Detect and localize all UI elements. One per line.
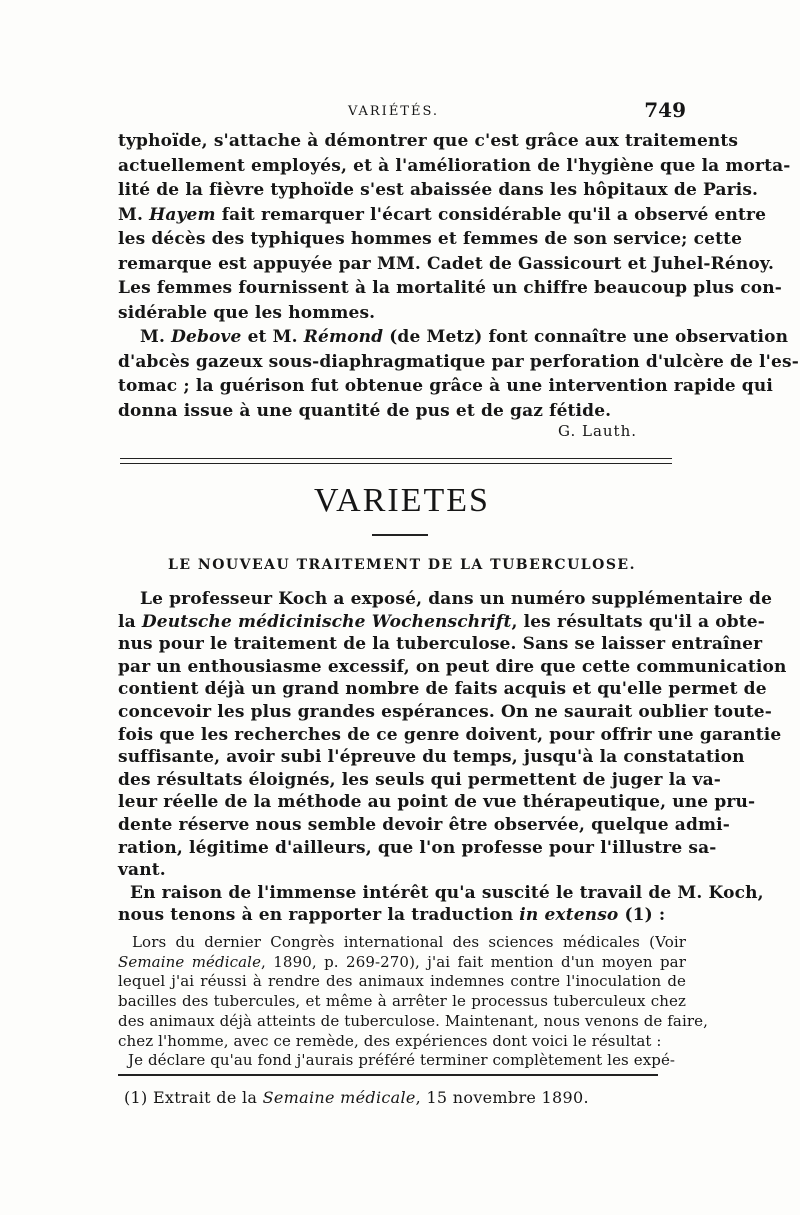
- quote-paragraph-line: [118, 1031, 686, 1051]
- article-paragraph-line: [140, 588, 773, 610]
- quote-paragraph-line: [118, 1011, 708, 1031]
- line-text: chez l'homme, avec ce remède, des expériences dont voici le résultat :: [118, 1031, 662, 1050]
- top-paragraph-line: [118, 228, 743, 250]
- footnote-text: (1) Extrait de la: [124, 1088, 263, 1107]
- article-paragraph-line: [118, 837, 717, 859]
- line-text: remarque est appuyée par MM. Cadet de Gassicourt et Juhel-Rénoy.: [118, 253, 775, 274]
- line-text: suffisante, avoir subi l'épreuve du temps, jusqu'à la constatation: [118, 747, 745, 768]
- italic-text: Debove: [171, 327, 242, 347]
- line-text: Lors du dernier Congrès international des sciences médicales (Voir: [132, 933, 686, 951]
- line-text: M.: [118, 204, 150, 225]
- line-text: concevoir les plus grandes espérances. On ne saurait oublier toute-: [118, 702, 772, 722]
- line-text: actuellement employés, et à l'amélioration de l'hygiène que la morta-: [118, 155, 791, 176]
- article-paragraph-line: [118, 701, 772, 723]
- article-paragraph-line: [118, 656, 787, 678]
- line-text: lité de la fièvre typhoïde s'est abaissée dans les hôpitaux de Paris.: [118, 180, 759, 200]
- line-text: En raison de l'immense intérêt qu'a suscité le travail de M. Koch,: [130, 882, 764, 903]
- line-text: par un enthousiasme excessif, on peut dire que cette communication: [118, 656, 787, 677]
- article-paragraph-line: [118, 611, 765, 633]
- line-text: (de Metz) font connaître une observation: [383, 327, 789, 347]
- line-text: contient déjà un grand nombre de faits acquis et qu'elle permet de: [118, 679, 767, 700]
- top-paragraph-line: [118, 204, 767, 226]
- top-paragraph-line: [118, 375, 773, 397]
- article-paragraph-line: [118, 678, 767, 700]
- article-paragraph-line: [118, 859, 686, 881]
- line-text: vant.: [118, 860, 166, 881]
- line-text: Les femmes fournissent à la mortalité un chiffre beaucoup plus con-: [118, 278, 782, 298]
- quote-paragraph-line: [128, 1050, 686, 1070]
- line-text: donna issue à une quantité de pus et de gaz fétide.: [118, 400, 612, 421]
- article-paragraph-line: [118, 791, 756, 813]
- italic-text: in extenso: [519, 905, 619, 926]
- footnote-date: , 15 novembre 1890.: [415, 1088, 589, 1107]
- author-signature: G. Lauth.: [558, 422, 638, 440]
- line-text: typhoïde, s'attache à démontrer que c'est grâce aux traitements: [118, 131, 739, 151]
- italic-text: Rémond: [303, 327, 384, 347]
- line-text: nus pour le traitement de la tuberculose. Sans se laisser entraîner: [118, 634, 763, 655]
- section-title: VARIETES: [314, 482, 490, 519]
- line-text: , 1890, p. 269-270), j'ai fait mention d'un moyen par: [261, 952, 686, 971]
- article-paragraph-line: [118, 724, 782, 746]
- top-paragraph-line: [118, 253, 775, 275]
- line-text: sidérable que les hommes.: [118, 302, 376, 323]
- quote-paragraph-line: [132, 932, 686, 952]
- line-text: Le professeur Koch a exposé, dans un numéro supplémentaire de: [140, 589, 773, 609]
- line-text: d'abcès gazeux sous-diaphragmatique par perforation d'ulcère de l'es-: [118, 351, 799, 372]
- article-paragraph-line: [118, 769, 721, 791]
- footnote: [124, 1088, 589, 1107]
- line-text: des animaux déjà atteints de tuberculose. Maintenant, nous venons de faire,: [118, 1011, 708, 1030]
- article-title: LE NOUVEAU TRAITEMENT DE LA TUBERCULOSE.: [168, 557, 636, 573]
- top-paragraph-line: [118, 351, 799, 373]
- italic-text: Deutsche médicinische Wochenschrift: [141, 611, 512, 632]
- line-text: dente réserve nous semble devoir être observée, quelque admi-: [118, 815, 730, 835]
- line-text: et M.: [241, 327, 304, 347]
- line-text: bacilles des tubercules, et même à arrêter le processus tuberculeux chez: [118, 992, 686, 1011]
- article-paragraph-line: [130, 882, 764, 904]
- quote-paragraph-line: [118, 952, 686, 972]
- line-text: fait remarquer l'écart considérable qu'il a observé entre: [215, 204, 767, 225]
- line-text: (1) :: [618, 905, 666, 926]
- top-paragraph-line: [118, 400, 686, 422]
- line-text: , les résultats qu'il a obte-: [511, 611, 765, 632]
- article-paragraph-line: [118, 633, 763, 655]
- line-text: la: [118, 611, 142, 632]
- line-text: M.: [140, 327, 172, 347]
- top-paragraph-line: [118, 179, 759, 201]
- line-text: des résultats éloignés, les seuls qui permettent de juger la va-: [118, 769, 721, 790]
- line-text: fois que les recherches de ce genre doivent, pour offrir une garantie: [118, 724, 782, 745]
- running-title: VARIÉTÉS.: [348, 104, 440, 119]
- line-text: lequel j'ai réussi à rendre des animaux indemnes contre l'inoculation de: [118, 972, 686, 991]
- article-paragraph-line: [118, 746, 745, 768]
- top-paragraph-line: [118, 130, 739, 152]
- page-number: 749: [644, 98, 686, 122]
- line-text: Je déclare qu'au fond j'aurais préféré terminer complètement les expé-: [128, 1051, 676, 1070]
- page-header: [118, 98, 686, 124]
- line-text: les décès des typhiques hommes et femmes de son service; cette: [118, 229, 743, 249]
- quote-paragraph-line: [118, 991, 686, 1011]
- top-paragraph-line: [118, 277, 782, 299]
- line-text: nous tenons à en rapporter la traduction: [118, 905, 520, 926]
- line-text: ration, légitime d'ailleurs, que l'on professe pour l'illustre sa-: [118, 837, 717, 858]
- footnote-journal: Semaine médicale: [262, 1088, 416, 1107]
- line-text: leur réelle de la méthode au point de vue thérapeutique, une pru-: [118, 792, 756, 813]
- top-paragraph-line: [118, 302, 686, 324]
- section-divider: [120, 458, 672, 464]
- italic-text: Hayem: [149, 204, 216, 225]
- italic-text: Semaine médicale: [118, 952, 262, 971]
- footnote-divider: [118, 1074, 658, 1076]
- top-paragraph-line: [140, 326, 789, 348]
- article-paragraph-line: [118, 814, 730, 836]
- quote-paragraph-line: [118, 971, 686, 991]
- top-paragraph-line: [118, 155, 791, 177]
- article-paragraph-line: [118, 904, 686, 926]
- title-underline: [372, 534, 428, 536]
- line-text: tomac ; la guérison fut obtenue grâce à une intervention rapide qui: [118, 376, 773, 396]
